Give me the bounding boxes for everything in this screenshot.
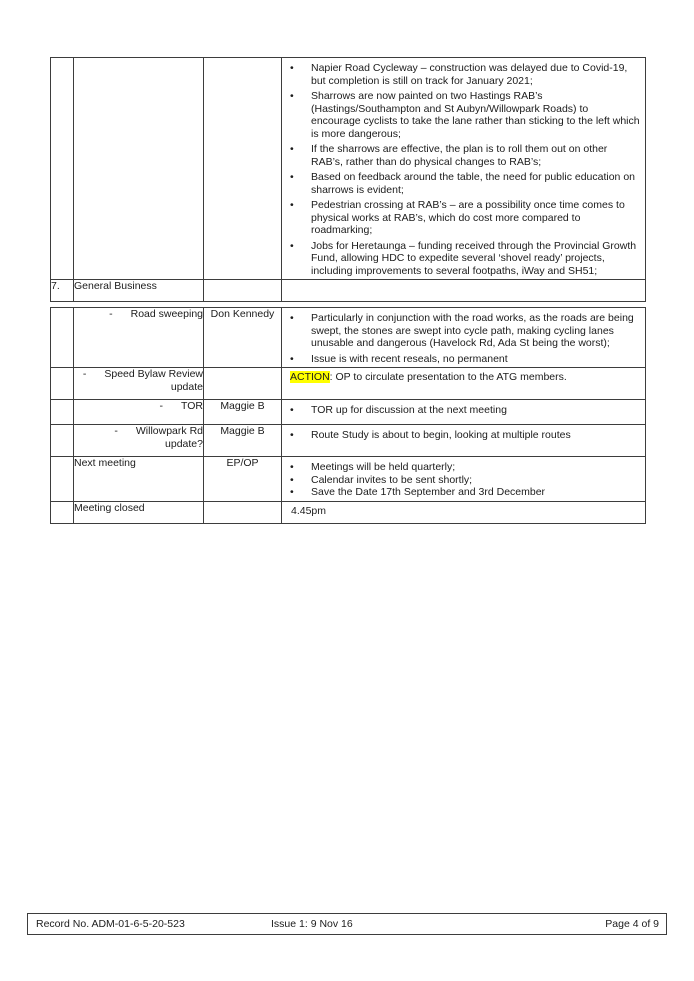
action-note	[282, 368, 645, 387]
who-cell	[204, 280, 282, 302]
row-number-cell	[51, 308, 74, 368]
table-row	[51, 501, 646, 523]
who-cell: Maggie B	[204, 400, 282, 425]
row-number-cell	[51, 501, 74, 523]
who-cell	[204, 501, 282, 523]
topic-cell	[74, 425, 204, 457]
note-bullet-item: • Particularly in conjunction with the road works, as the roads are being swept, the stones are swept into cycle path, making cycling lanes unusable and dangerous (Havelock Rd, Ada St being the worst);	[282, 312, 645, 350]
table-row	[51, 400, 646, 425]
topic-cell	[74, 368, 204, 400]
action-highlight: ACTION	[290, 371, 330, 383]
note-bullet-item: • TOR up for discussion at the next meeting	[282, 404, 645, 417]
table-row	[51, 58, 646, 280]
who-cell: Don Kennedy	[204, 308, 282, 368]
table-row	[51, 368, 646, 400]
page-footer	[27, 913, 667, 935]
table-row	[51, 280, 646, 302]
table-row	[51, 457, 646, 502]
meeting-minutes-table	[50, 57, 646, 524]
notes-list	[282, 429, 645, 442]
note-bullet-item: • Route Study is about to begin, looking at multiple routes	[282, 429, 645, 442]
record-number: Record No. ADM-01-6-5-20-523	[36, 918, 185, 930]
issue-info: Issue 1: 9 Nov 16	[271, 918, 353, 930]
topic-label: Willowpark Rd update?	[135, 425, 203, 450]
topic-cell	[74, 400, 204, 425]
notes-cell	[282, 58, 646, 280]
table-row	[51, 425, 646, 457]
note-bullet-item: • Meetings will be held quarterly;	[282, 461, 645, 474]
topic-label: Road sweeping	[130, 308, 203, 320]
notes-list	[282, 461, 645, 499]
note-bullet-item: • Napier Road Cycleway – construction was delayed due to Covid-19, but completion is still on track for January 2021;	[282, 62, 645, 87]
notes-list	[282, 312, 645, 365]
row-number-cell	[51, 400, 74, 425]
note-bullet-item: • If the sharrows are effective, the plan is to roll them out on other RAB’s, rather than do physical changes to RAB’s;	[282, 143, 645, 168]
row-number-cell	[51, 58, 74, 280]
row-number-cell: 7.	[51, 280, 74, 302]
notes-cell	[282, 368, 646, 400]
note-bullet-item: • Based on feedback around the table, the need for public education on sharrows is evident;	[282, 171, 645, 196]
note-bullet-item: • Save the Date 17th September and 3rd December	[282, 486, 645, 499]
action-text: : OP to circulate presentation to the ATG members.	[329, 371, 567, 383]
topic-cell	[74, 308, 204, 368]
notes-cell	[282, 457, 646, 502]
topic-label: Speed Bylaw Review update	[104, 368, 203, 393]
topic-label: TOR	[181, 400, 203, 412]
note-bullet-item: • Issue is with recent reseals, no permanent	[282, 353, 645, 366]
topic-cell	[74, 58, 204, 280]
notes-list	[282, 404, 645, 417]
notes-cell	[282, 308, 646, 368]
topic-cell: Meeting closed	[74, 501, 204, 523]
notes-cell	[282, 280, 646, 302]
meeting-closed-time: 4.45pm	[291, 504, 327, 517]
who-cell	[204, 368, 282, 400]
topic-cell: General Business	[74, 280, 204, 302]
note-bullet-item: • Jobs for Heretaunga – funding received through the Provincial Growth Fund, allowing HDC to expedite several ‘shovel ready’ projects, including improvements to several footpaths, iWay and SH51;	[282, 240, 645, 278]
list-dash: -	[159, 400, 164, 412]
note-bullet-item: • Sharrows are now painted on two Hastings RAB’s (Hastings/Southampton and St Aubyn/Willowpark Roads) to encourage cyclists to take the lane rather than sticking to the left which is more dangerous;	[282, 90, 645, 140]
who-cell: EP/OP	[204, 457, 282, 502]
list-dash: -	[82, 368, 87, 380]
notes-list	[282, 62, 645, 277]
notes-cell	[282, 425, 646, 457]
who-cell: Maggie B	[204, 425, 282, 457]
list-dash: -	[109, 308, 113, 320]
table-row	[51, 308, 646, 368]
notes-cell	[282, 501, 646, 523]
who-cell	[204, 58, 282, 280]
topic-cell: Next meeting	[74, 457, 204, 502]
notes-cell	[282, 400, 646, 425]
row-number-cell	[51, 457, 74, 502]
note-bullet-item: • Calendar invites to be sent shortly;	[282, 474, 645, 487]
row-number-cell	[51, 425, 74, 457]
note-bullet-item: • Pedestrian crossing at RAB’s – are a possibility once time comes to physical works at RAB’s, which do cost more compared to roadmarking;	[282, 199, 645, 237]
row-number-cell	[51, 368, 74, 400]
list-dash: -	[114, 425, 118, 437]
page-number: Page 4 of 9	[605, 918, 659, 930]
